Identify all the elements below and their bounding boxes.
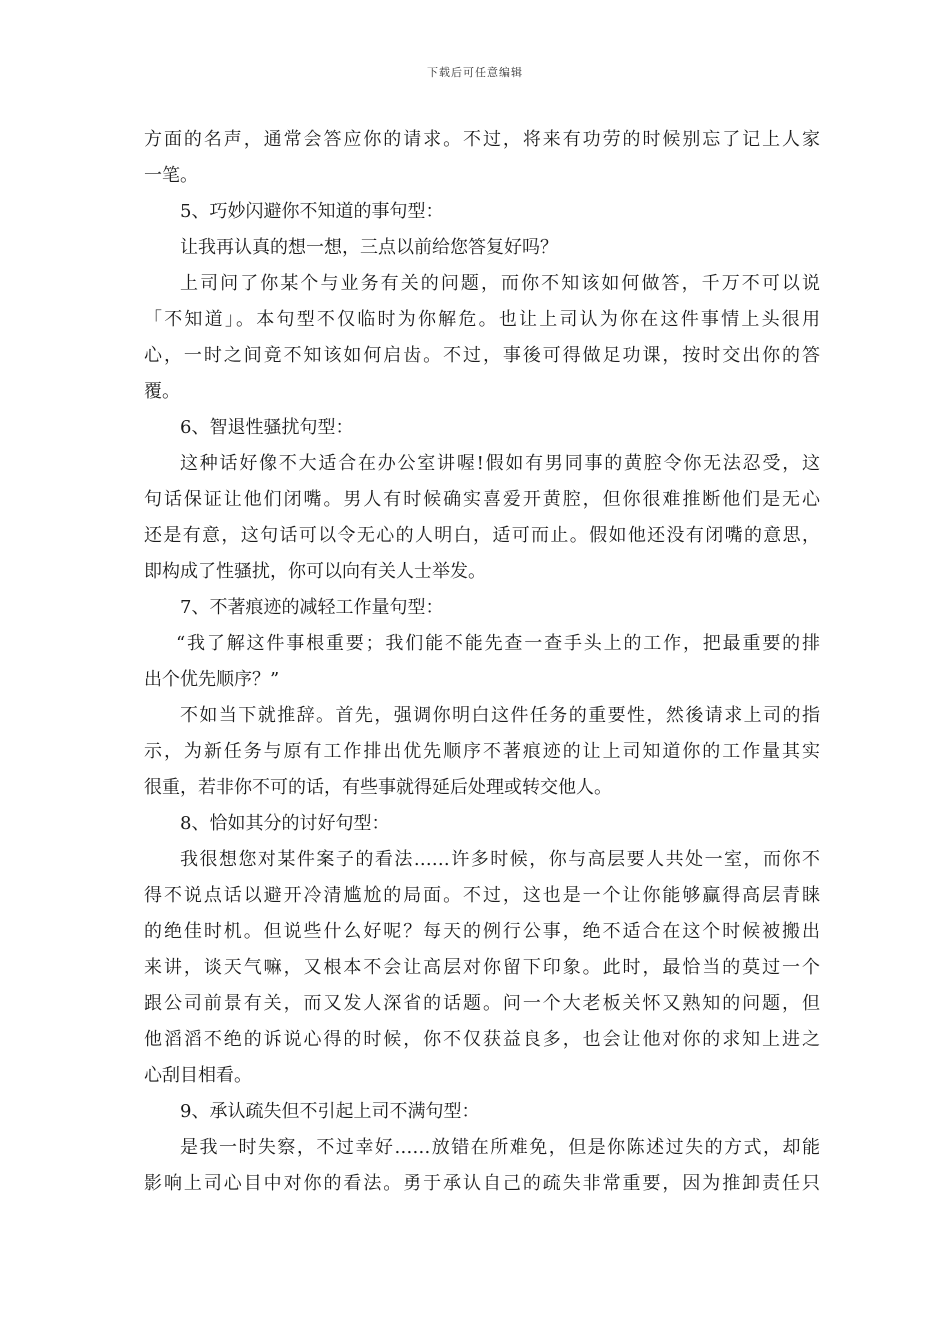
- text-line: 不如当下就推辞。首先，强调你明白这件任务的重要性，然後请求上司的指: [180, 705, 820, 726]
- text-line: “我了解这件事根重要；我们能不能先查一查手头上的工作，把最重要的排: [176, 633, 820, 654]
- text-line: 句话保证让他们闭嘴。男人有时候确实喜爱开黄腔，但你很难推断他们是无心: [144, 489, 820, 510]
- text-line: 他滔滔不绝的诉说心得的时候，你不仅获益良多，也会让他对你的求知上进之: [144, 1029, 820, 1050]
- text-line: 影响上司心目中对你的看法。勇于承认自己的疏失非常重要，因为推卸责任只: [144, 1173, 820, 1194]
- section-heading-6: 6、智退性骚扰句型：: [180, 417, 354, 438]
- text-line: 是我一时失察，不过幸好……放错在所难免，但是你陈述过失的方式，却能: [180, 1137, 820, 1158]
- text-line: 来讲，谈天气嘛，又根本不会让高层对你留下印象。此时，最恰当的莫过一个: [144, 957, 820, 978]
- text-line: 的绝佳时机。但说些什么好呢？每天的例行公事，绝不适合在这个时候被搬出: [144, 921, 820, 942]
- text-line: 让我再认真的想一想，三点以前给您答复好吗？: [180, 237, 558, 258]
- text-line: 即构成了性骚扰，你可以向有关人士举发。: [144, 561, 486, 582]
- text-line: 心，一时之间竟不知该如何启齿。不过，事後可得做足功课，按时交出你的答: [144, 345, 820, 366]
- text-line: 方面的名声，通常会答应你的请求。不过，将来有功劳的时候别忘了记上人家: [144, 129, 820, 150]
- page-header: 下载后可任意编辑: [427, 66, 523, 79]
- text-line: 示，为新任务与原有工作排出优先顺序不著痕迹的让上司知道你的工作量其实: [144, 741, 820, 762]
- text-line: 出个优先顺序？”: [144, 669, 280, 690]
- section-heading-8: 8、恰如其分的讨好句型：: [180, 813, 390, 834]
- section-heading-5: 5、巧妙闪避你不知道的事句型：: [180, 201, 444, 222]
- text-line: 覆。: [144, 381, 180, 402]
- text-line: 得不说点话以避开冷清尴尬的局面。不过，这也是一个让你能够赢得高层青睐: [144, 885, 820, 906]
- text-line: 我很想您对某件案子的看法……许多时候，你与高层要人共处一室，而你不: [180, 849, 820, 870]
- text-line: 跟公司前景有关，而又发人深省的话题。问一个大老板关怀又熟知的问题，但: [144, 993, 820, 1014]
- text-line: 上司问了你某个与业务有关的问题，而你不知该如何做答，千万不可以说: [180, 273, 820, 294]
- text-line: 很重，若非你不可的话，有些事就得延后处理或转交他人。: [144, 777, 612, 798]
- text-line: 心刮目相看。: [144, 1065, 252, 1086]
- text-line: 这种话好像不大适合在办公室讲喔!假如有男同事的黄腔令你无法忍受，这: [180, 453, 820, 474]
- document-body: [144, 122, 820, 1202]
- text-line: 「不知道」。本句型不仅临时为你解危。也让上司认为你在这件事情上头很用: [144, 309, 820, 330]
- section-heading-7: 7、不著痕迹的减轻工作量句型：: [180, 597, 444, 618]
- section-heading-9: 9、承认疏失但不引起上司不满句型：: [180, 1101, 480, 1122]
- text-line: 还是有意，这句话可以令无心的人明白，适可而止。假如他还没有闭嘴的意思，: [144, 525, 820, 546]
- text-line: 一笔。: [144, 165, 198, 186]
